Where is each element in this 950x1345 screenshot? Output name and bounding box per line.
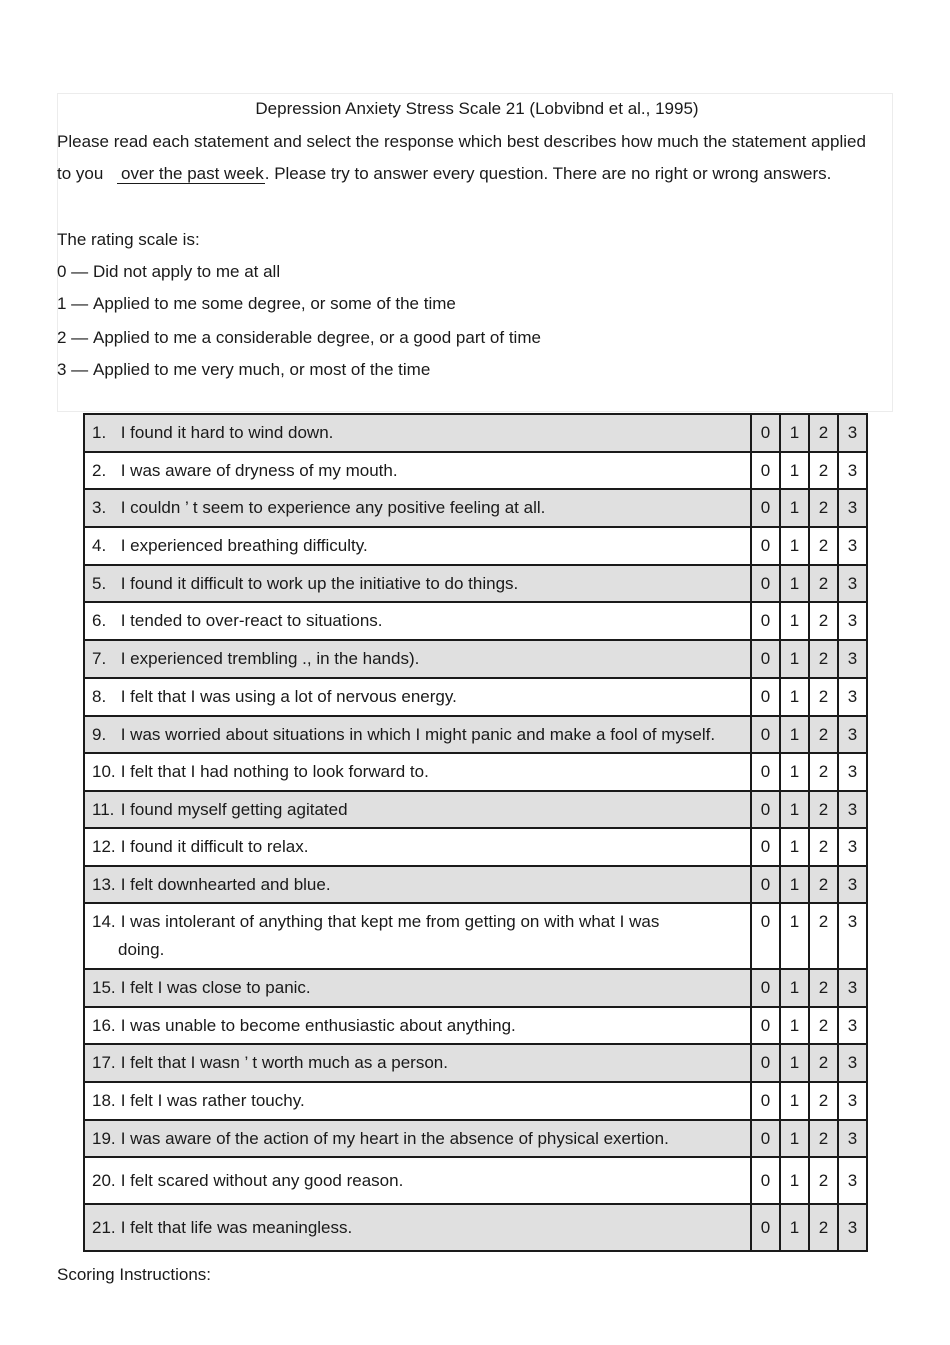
response-option-2[interactable]: 2 [809,1082,838,1120]
question-row [84,716,867,753]
response-option-1[interactable]: 1 [780,640,809,678]
question-text: I felt scared without any good reason. [120,1170,404,1190]
response-option-1[interactable]: 1 [780,753,809,791]
response-option-0[interactable]: 0 [751,527,780,565]
response-option-0[interactable]: 0 [751,489,780,527]
question-row [84,1007,867,1044]
question-row [84,1204,867,1251]
response-option-2[interactable]: 2 [809,903,838,969]
response-option-3[interactable]: 3 [838,828,867,866]
instructions-timeframe: over the past week [117,164,265,184]
question-number: 17. [92,1053,116,1072]
response-option-3[interactable]: 3 [838,1007,867,1044]
question-row [84,452,867,489]
response-option-2[interactable]: 2 [809,1007,838,1044]
response-option-3[interactable]: 3 [838,1120,867,1157]
question-number: 21. [92,1217,116,1237]
question-text-cell [84,1082,751,1120]
response-option-3[interactable]: 3 [838,527,867,565]
response-option-0[interactable]: 0 [751,1120,780,1157]
question-row [84,1044,867,1082]
response-option-0[interactable]: 0 [751,1204,780,1251]
question-number: 14. [92,911,116,931]
question-number: 19. [92,1128,116,1148]
response-option-1[interactable]: 1 [780,565,809,602]
response-option-3[interactable]: 3 [838,791,867,828]
response-option-3[interactable]: 3 [838,1157,867,1204]
response-option-2[interactable]: 2 [809,716,838,753]
question-row [84,969,867,1007]
response-option-0[interactable]: 0 [751,791,780,828]
question-text: I found it hard to wind down. [120,423,334,442]
response-option-2[interactable]: 2 [809,414,838,452]
page-title: Depression Anxiety Stress Scale 21 (Lobvibnd et al., 1995) [255,99,699,118]
question-row [84,565,867,602]
question-text: I experienced breathing difficulty. [120,536,368,555]
response-option-2[interactable]: 2 [809,866,838,903]
response-option-0[interactable]: 0 [751,1082,780,1120]
question-row [84,489,867,527]
response-option-2[interactable]: 2 [809,753,838,791]
question-text-cell [84,969,751,1007]
response-option-0[interactable]: 0 [751,1157,780,1204]
question-number: 7. [92,649,107,668]
question-row [84,866,867,903]
instructions-suffix: . Please try to answer every question. There are no right or wrong answers. [264,164,832,183]
response-option-0[interactable]: 0 [751,969,780,1007]
question-text: I felt I was rather touchy. [120,1091,305,1110]
question-number: 15. [92,978,116,997]
response-option-1[interactable]: 1 [780,527,809,565]
rating-scale-heading: The rating scale is: [57,230,200,249]
response-option-2[interactable]: 2 [809,602,838,640]
response-option-3[interactable]: 3 [838,414,867,452]
response-option-0[interactable]: 0 [751,753,780,791]
response-option-3[interactable]: 3 [838,1082,867,1120]
response-option-2[interactable]: 2 [809,1120,838,1157]
response-option-1[interactable]: 1 [780,1157,809,1204]
question-text-cell [84,903,751,969]
question-text-cell [84,1157,751,1204]
rating-scale-key: 2 — [57,328,89,347]
question-number: 1. [92,423,107,442]
instructions-line-2 [57,164,831,184]
response-option-3[interactable]: 3 [838,903,867,969]
response-option-3[interactable]: 3 [838,1044,867,1082]
response-option-3[interactable]: 3 [838,716,867,753]
response-option-2[interactable]: 2 [809,489,838,527]
response-option-3[interactable]: 3 [838,489,867,527]
question-row [84,602,867,640]
question-text: I felt that I wasn ’ t worth much as a person. [120,1053,448,1072]
response-option-0[interactable]: 0 [751,828,780,866]
response-option-1[interactable]: 1 [780,678,809,716]
rating-scale-level [57,262,280,282]
question-text-cell [84,828,751,866]
response-option-3[interactable]: 3 [838,866,867,903]
question-number: 10. [92,762,116,781]
rating-scale-text: Applied to me some degree, or some of the time [93,294,456,313]
instructions-prefix: to you [57,164,104,183]
rating-scale-level [57,294,456,314]
question-row [84,903,867,969]
question-text-cell [84,602,751,640]
response-option-1[interactable]: 1 [780,1120,809,1157]
question-row [84,1120,867,1157]
question-text-cell [84,791,751,828]
response-option-1[interactable]: 1 [780,866,809,903]
question-number: 8. [92,687,107,706]
response-option-1[interactable]: 1 [780,1007,809,1044]
response-option-2[interactable]: 2 [809,678,838,716]
question-text: I felt that I was using a lot of nervous energy. [120,687,457,706]
response-option-1[interactable]: 1 [780,1204,809,1251]
response-option-1[interactable]: 1 [780,1082,809,1120]
response-option-0[interactable]: 0 [751,452,780,489]
question-number: 3. [92,498,107,517]
response-option-0[interactable]: 0 [751,414,780,452]
response-option-2[interactable]: 2 [809,969,838,1007]
response-option-3[interactable]: 3 [838,1204,867,1251]
question-row [84,1082,867,1120]
question-text: I was aware of dryness of my mouth. [120,460,398,480]
rating-scale-level [57,360,430,380]
response-option-3[interactable]: 3 [838,753,867,791]
response-option-1[interactable]: 1 [780,452,809,489]
question-text-cell [84,753,751,791]
question-number: 5. [92,573,107,593]
question-text: I felt downhearted and blue. [120,874,331,894]
question-row [84,1157,867,1204]
response-option-1[interactable]: 1 [780,602,809,640]
response-option-3[interactable]: 3 [838,640,867,678]
response-option-1[interactable]: 1 [780,414,809,452]
question-text-cell [84,1007,751,1044]
response-option-0[interactable]: 0 [751,1007,780,1044]
response-option-2[interactable]: 2 [809,527,838,565]
question-text: I tended to over-react to situations. [120,611,383,630]
question-row [84,640,867,678]
response-option-3[interactable]: 3 [838,969,867,1007]
question-text: I couldn ’ t seem to experience any positive feeling at all. [120,498,546,517]
question-text: I was unable to become enthusiastic about anything. [120,1015,516,1035]
question-number: 4. [92,536,107,555]
question-text-cell [84,527,751,565]
response-option-1[interactable]: 1 [780,969,809,1007]
response-option-0[interactable]: 0 [751,678,780,716]
question-number: 6. [92,611,107,630]
response-option-2[interactable]: 2 [809,452,838,489]
response-option-0[interactable]: 0 [751,602,780,640]
question-row [84,753,867,791]
question-text: I found it difficult to relax. [120,837,309,856]
response-option-2[interactable]: 2 [809,1044,838,1082]
rating-scale-level [57,328,541,348]
question-text: I was intolerant of anything that kept me from getting on with what I was [120,911,660,931]
response-option-0[interactable]: 0 [751,866,780,903]
question-number: 20. [92,1170,116,1190]
response-option-2[interactable]: 2 [809,1204,838,1251]
question-text-cell [84,1204,751,1251]
response-option-2[interactable]: 2 [809,828,838,866]
question-number: 2. [92,460,107,480]
response-option-2[interactable]: 2 [809,565,838,602]
response-option-1[interactable]: 1 [780,903,809,969]
question-row [84,678,867,716]
question-text-cell [84,716,751,753]
response-option-1[interactable]: 1 [780,791,809,828]
question-number: 18. [92,1091,116,1110]
rating-scale-text: Did not apply to me at all [93,262,281,281]
response-option-0[interactable]: 0 [751,640,780,678]
questionnaire-table [83,413,868,1252]
question-text-cell [84,565,751,602]
response-option-3[interactable]: 3 [838,602,867,640]
response-option-0[interactable]: 0 [751,716,780,753]
question-number: 16. [92,1015,116,1035]
question-number: 13. [92,874,116,894]
question-text: I was aware of the action of my heart in the absence of physical exertion. [120,1128,669,1148]
rating-scale-key: 0 — [57,262,89,281]
question-text-cell [84,1120,751,1157]
response-option-3[interactable]: 3 [838,565,867,602]
question-text-cell [84,489,751,527]
question-text: I felt I was close to panic. [120,978,311,997]
question-number: 12. [92,837,116,856]
rating-scale-text: Applied to me a considerable degree, or a good part of time [93,328,541,347]
question-text: I experienced trembling ., in the hands). [120,649,420,668]
question-text-cell [84,678,751,716]
question-text-cell [84,866,751,903]
question-text: I found it difficult to work up the initiative to do things. [120,573,519,593]
question-number: 11. [92,799,115,819]
question-text: I felt that I had nothing to look forward to. [120,762,429,781]
response-option-0[interactable]: 0 [751,903,780,969]
instructions-line-1: Please read each statement and select the response which best describes how much the statement applied [57,132,866,151]
question-text-cell [84,452,751,489]
response-option-2[interactable]: 2 [809,791,838,828]
rating-scale-key: 3 — [57,360,89,379]
scoring-instructions-label: Scoring Instructions: [57,1265,212,1284]
question-text: I felt that life was meaningless. [120,1217,353,1237]
question-row [84,527,867,565]
response-option-2[interactable]: 2 [809,1157,838,1204]
question-text: I was worried about situations in which I might panic and make a fool of myself. [120,724,716,744]
response-option-1[interactable]: 1 [780,716,809,753]
response-option-1[interactable]: 1 [780,828,809,866]
question-text-continuation: doing. [118,939,165,959]
question-row [84,414,867,452]
question-text: I found myself getting agitated [120,799,348,819]
response-option-2[interactable]: 2 [809,640,838,678]
question-text-cell [84,640,751,678]
response-option-3[interactable]: 3 [838,452,867,489]
rating-scale-text: Applied to me very much, or most of the time [93,360,431,379]
response-option-0[interactable]: 0 [751,1044,780,1082]
question-row [84,828,867,866]
question-number: 9. [92,724,107,744]
question-text-cell [84,1044,751,1082]
response-option-0[interactable]: 0 [751,565,780,602]
response-option-1[interactable]: 1 [780,489,809,527]
question-row [84,791,867,828]
question-text-cell [84,414,751,452]
rating-scale-key: 1 — [57,294,89,313]
response-option-3[interactable]: 3 [838,678,867,716]
response-option-1[interactable]: 1 [780,1044,809,1082]
